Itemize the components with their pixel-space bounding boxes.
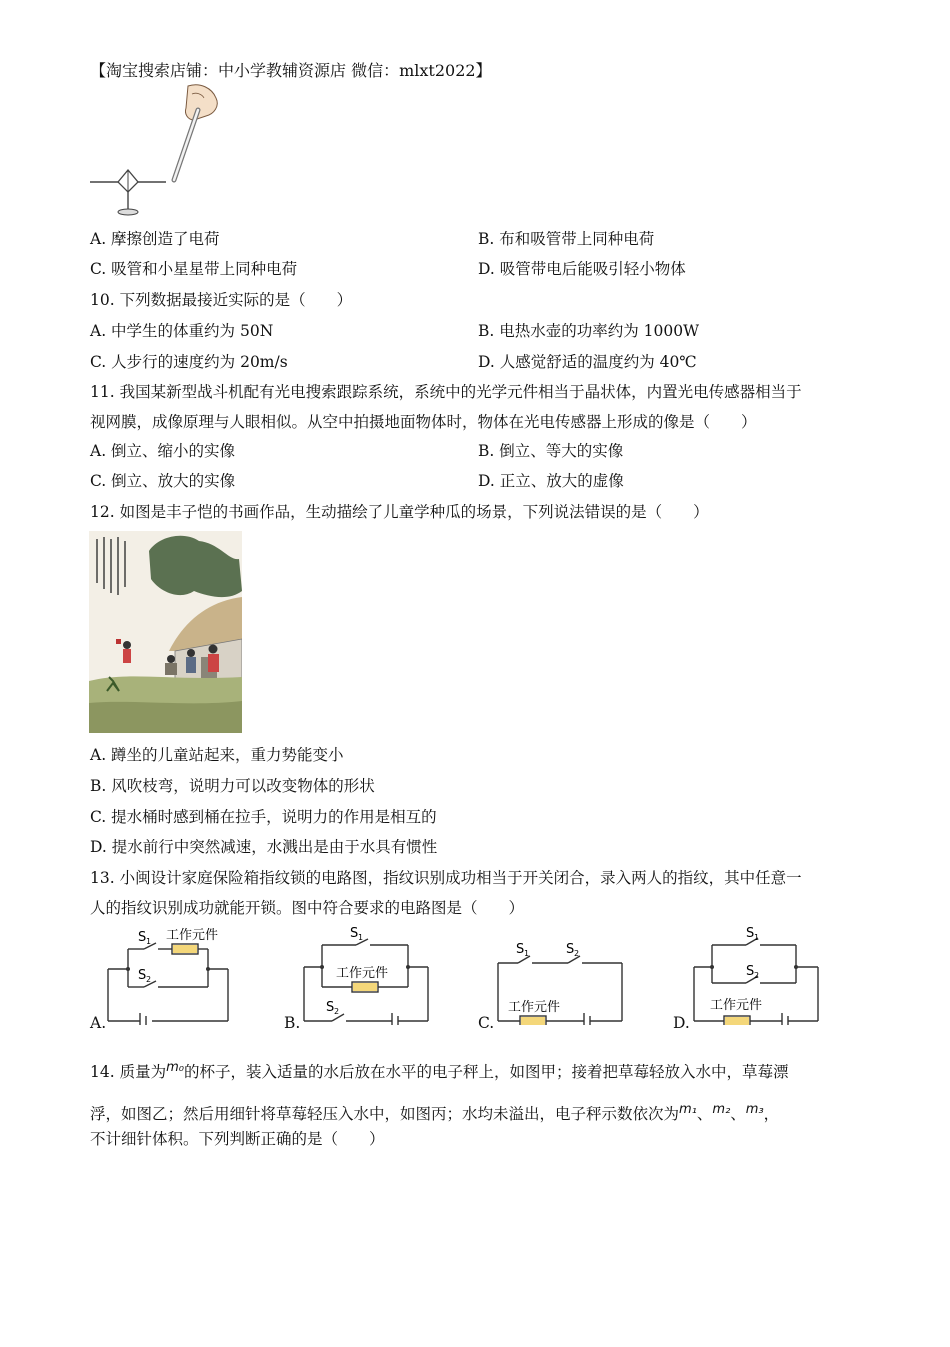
circuit-d-element-label: 工作元件 [710,998,763,1013]
circuit-c-s1: S [516,942,525,957]
q14-line2-b: ， [763,1105,780,1124]
q14-m3: m₃ [745,1102,764,1117]
q12-option-d: D. 提水前行中突然减速，水溅出是由于水具有惯性 [90,838,438,856]
page-header: 【淘宝搜索店铺：中小学教辅资源店 微信：mlxt2022】 [90,61,492,80]
circuit-c [494,925,629,1025]
q13-stem-line1: 13. 小闽设计家庭保险箱指纹锁的电路图，指纹识别成功相当于开关闭合，录入两人的指纹，其中任意一 [90,869,802,887]
q11-option-d: D. 正立、放大的虚像 [478,472,624,490]
q14-m2: m₂ [712,1102,731,1117]
circuit-d-s2-sub: 2 [754,971,760,980]
q14-line2 [90,1099,779,1125]
circuit-c-label: C. [478,1014,495,1032]
circuit-b-s2-sub: 2 [334,1007,340,1016]
circuit-a-label: A. [90,1014,107,1032]
circuit-b-element-label: 工作元件 [336,966,389,981]
circuit-b-s1: S [350,926,359,941]
q14-m0: m₀ [166,1060,184,1075]
circuit-d-s2: S [746,964,755,979]
q10-option-d: D. 人感觉舒适的温度约为 40℃ [478,353,697,371]
circuit-c-s2-sub: 2 [574,949,580,958]
q12-option-c: C. 提水桶时感到桶在拉手，说明力的作用是相互的 [90,808,437,826]
circuit-d-s1: S [746,926,755,941]
q11-stem-line2: 视网膜，成像原理与人眼相似。从空中拍摄地面物体时，物体在光电传感器上形成的像是（ ） [90,413,757,431]
q11-option-b: B. 倒立、等大的实像 [478,442,624,460]
q10-option-c: C. 人步行的速度约为 20m/s [90,353,288,371]
q9-option-b: B. 布和吸管带上同种电荷 [478,230,655,248]
circuit-a-s2-sub: 2 [146,975,152,984]
q10-stem: 10. 下列数据最接近实际的是（ ） [90,291,353,309]
circuit-b [300,925,435,1025]
circuit-a [104,925,234,1025]
circuit-a-s1-sub: 1 [146,937,152,946]
q14-line1-b: 的杯子，装入适量的水后放在水平的电子秤上，如图甲；接着把草莓轻放入水中，草莓漂 [183,1063,789,1082]
circuit-a-s1: S [138,930,147,945]
straw-star-figure [88,80,228,220]
q12-stem: 12. 如图是丰子恺的书画作品，生动描绘了儿童学种瓜的场景，下列说法错误的是（ ） [90,503,709,521]
q12-option-a: A. 蹲坐的儿童站起来，重力势能变小 [90,746,344,764]
circuit-d [690,925,825,1025]
q9-option-d: D. 吸管带电后能吸引轻小物体 [478,260,686,278]
q10-option-b: B. 电热水壶的功率约为 1000W [478,322,700,340]
q14-line2-a: 浮，如图乙；然后用细针将草莓轻压入水中，如图丙；水均未溢出，电子秤示数依次为 [90,1105,680,1124]
q12-option-b: B. 风吹枝弯，说明力可以改变物体的形状 [90,777,375,795]
q11-option-c: C. 倒立、放大的实像 [90,472,236,490]
q14-sep1: 、 [696,1105,713,1124]
circuit-c-s2: S [566,942,575,957]
q9-option-c: C. 吸管和小星星带上同种电荷 [90,260,298,278]
q13-stem-line2: 人的指纹识别成功就能开锁。图中符合要求的电路图是（ ） [90,899,525,917]
circuit-a-s2: S [138,968,147,983]
q11-option-a: A. 倒立、缩小的实像 [90,442,236,460]
q14-sep2: 、 [730,1105,746,1124]
circuit-a-element-label: 工作元件 [166,928,219,943]
q14-line3: 不计细针体积。下列判断正确的是（ ） [90,1130,385,1148]
q10-option-a: A. 中学生的体重约为 50N [90,322,274,340]
circuit-c-s1-sub: 1 [524,949,530,958]
circuit-b-s2: S [326,1000,335,1015]
circuit-b-label: B. [284,1014,301,1032]
q14-line1-a: 14. 质量为 [90,1063,167,1082]
q14-line1 [90,1057,788,1083]
q9-option-a: A. 摩擦创造了电荷 [90,230,220,248]
circuit-c-element-label: 工作元件 [508,1000,561,1015]
q11-stem-line1: 11. 我国某新型战斗机配有光电搜索跟踪系统，系统中的光学元件相当于晶状体，内置光电传感器相当于 [90,383,802,401]
circuit-d-s1-sub: 1 [754,933,760,942]
circuit-d-label: D. [673,1014,690,1032]
circuit-b-s1-sub: 1 [358,933,364,942]
q14-m1: m₁ [679,1102,697,1117]
feng-zikai-painting [89,531,242,733]
